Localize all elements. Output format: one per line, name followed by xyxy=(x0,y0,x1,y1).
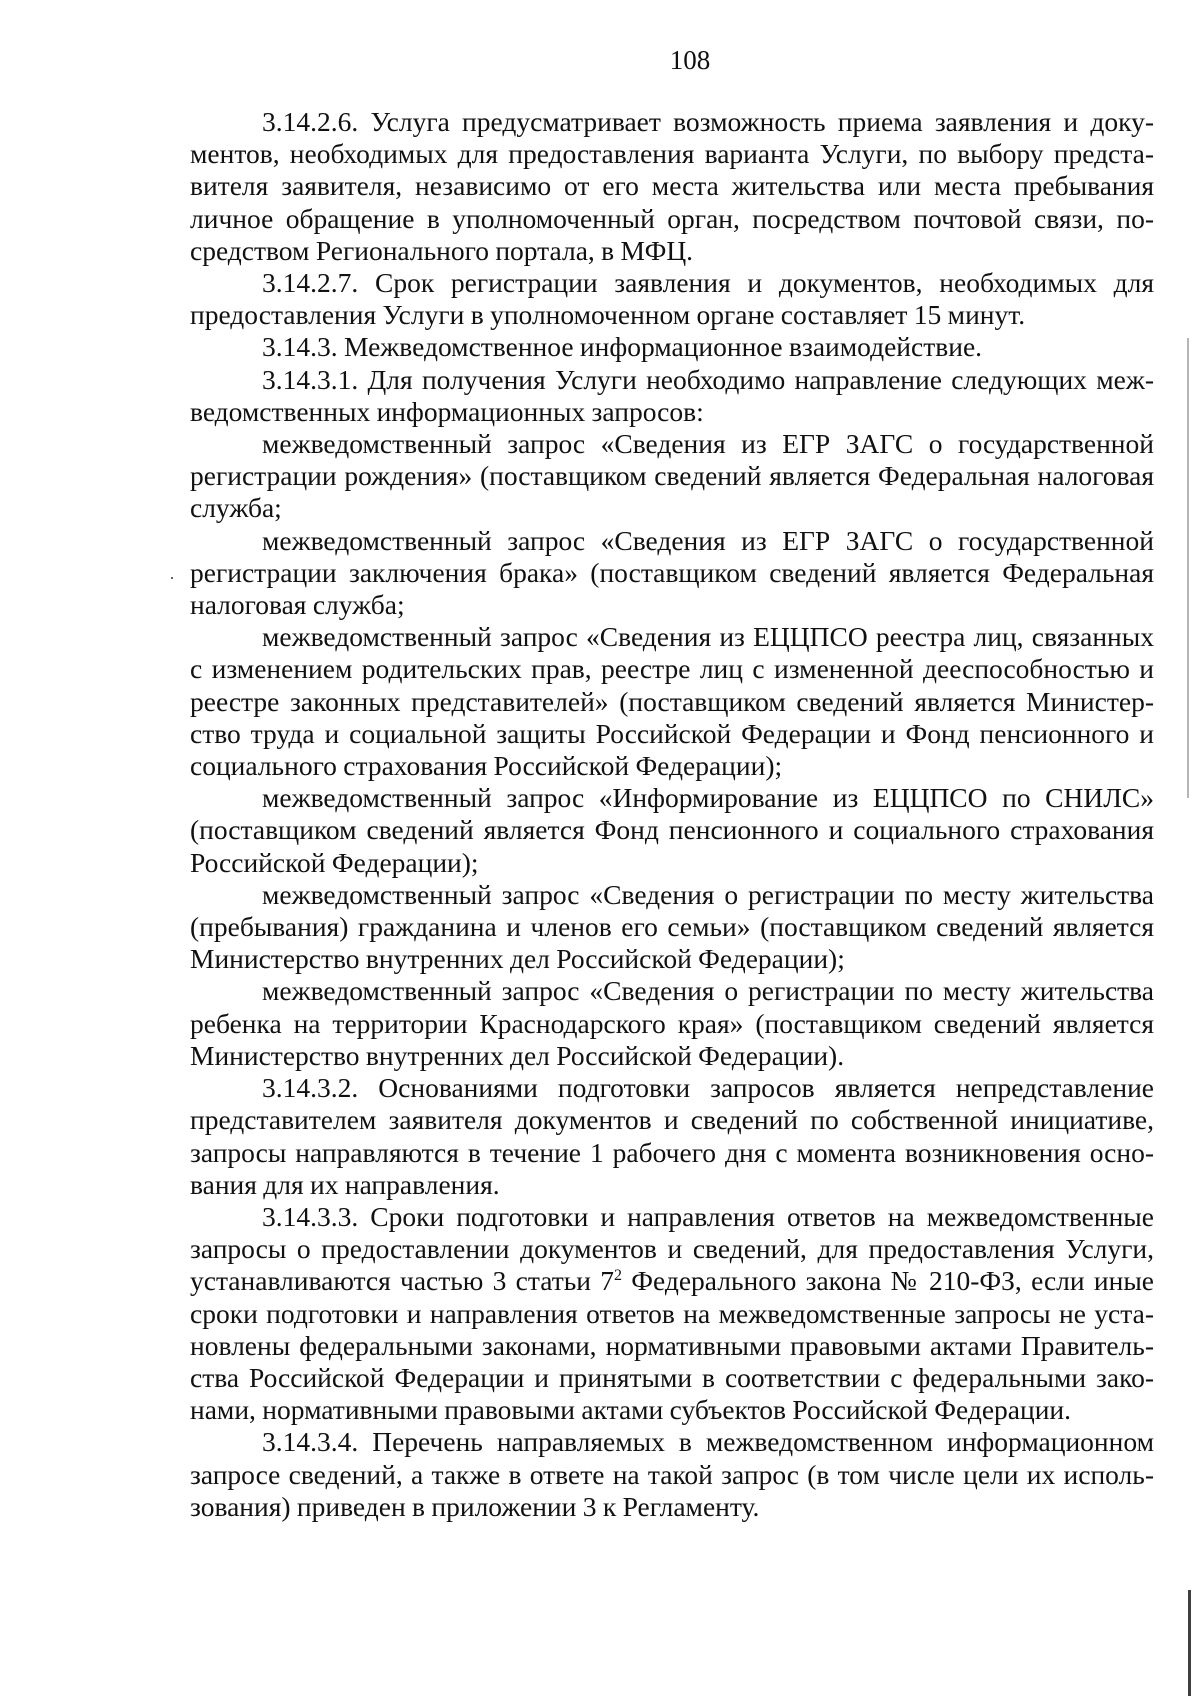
list-item-parental-rights-request: межведомственный запрос «Сведения из ЕЦЦПСО реестра лиц, связанных с изменением родительских прав, реестре лиц с измененной дееспособностью и реестре законных представителей» (поставщиком сведений является Министерство труда и социальной защиты Российской Федерации и Фонд пенсионного и социального страхования Российской Федерации); xyxy=(190,621,1154,782)
scan-speck xyxy=(171,577,173,579)
paragraph-3-14-3-3-text-start: 3.14.3.3. Сроки подготовки и направления ответов на межведомственные запросы о предоставлении документов и сведений, для предоставления Услуги, устанавливаются частью 3 статьи 7 xyxy=(190,1200,1154,1297)
list-item-marriage-registration-request: межведомственный запрос «Сведения из ЕГР ЗАГС о государственной регистрации заключения брака» (поставщиком сведений является Федеральная налоговая служба; xyxy=(190,524,1154,621)
article-superscript: 2 xyxy=(614,1267,623,1285)
list-item-birth-registration-request: межведомственный запрос «Сведения из ЕГР ЗАГС о государственной регистрации рождения» (поставщиком сведений является Федеральная налоговая служба; xyxy=(190,428,1154,524)
list-item-snils-request: межведомственный запрос «Информирование из ЕЦЦПСО по СНИЛС» (поставщиком сведений является Фонд пенсионного и социального страхования Российской Федерации); xyxy=(190,782,1154,878)
paragraph-3-14-2-7: 3.14.2.7. Срок регистрации заявления и документов, необходимых для предоставления Услуги в уполномоченном органе составляет 15 минут. xyxy=(190,267,1154,331)
paragraph-3-14-3-3 xyxy=(190,1201,1154,1426)
paragraph-3-14-3-1: 3.14.3.1. Для получения Услуги необходимо направление следующих межведомственных информационных запросов: xyxy=(190,363,1154,427)
list-item-child-residence-request: межведомственный запрос «Сведения о регистрации по месту жительства ребенка на территории Краснодарского края» (поставщиком сведений является Министерство внутренних дел Российской Федерации). xyxy=(190,975,1154,1071)
paragraph-3-14-2-6: 3.14.2.6. Услуга предусматривает возможность приема заявления и документов, необходимых для предоставления варианта Услуги, по выбору представителя заявителя, независимо от его места жительства или места пребывания личное обращение в уполномоченный орган, посредством почтовой связи, посредством Регионального портала, в МФЦ. xyxy=(190,106,1154,266)
document-body xyxy=(190,106,1154,1523)
scan-edge-line xyxy=(1187,338,1189,798)
paragraph-3-14-3-3-text-end: Федерального закона № 210-ФЗ, если иные сроки подготовки и направления ответов на межведомственные запросы не установлены федеральными законами, нормативными правовыми актами Правительства Российской Федерации и принятыми в соответствии с федеральными законами, нормативными правовыми актами субъектов Российской Федерации. xyxy=(190,1265,1155,1426)
paragraph-3-14-3-2: 3.14.3.2. Основаниями подготовки запросов является непредставление представителем заявителя документов и сведений по собственной инициативе, запросы направляются в течение 1 рабочего дня с момента возникновения основания для их направления. xyxy=(190,1072,1154,1200)
heading-3-14-3: 3.14.3. Межведомственное информационное взаимодействие. xyxy=(262,331,983,363)
page-number: 108 xyxy=(669,45,711,75)
list-item-citizen-residence-request: межведомственный запрос «Сведения о регистрации по месту жительства (пребывания) гражданина и членов его семьи» (поставщиком сведений является Министерство внутренних дел Российской Федерации); xyxy=(190,878,1154,975)
paragraph-3-14-3-4: 3.14.3.4. Перечень направляемых в межведомственном информационном запросе сведений, а также в ответе на такой запрос (в том числе цели их использования) приведен в приложении 3 к Регламенту. xyxy=(190,1426,1154,1522)
scan-edge-line xyxy=(1188,1590,1191,1696)
